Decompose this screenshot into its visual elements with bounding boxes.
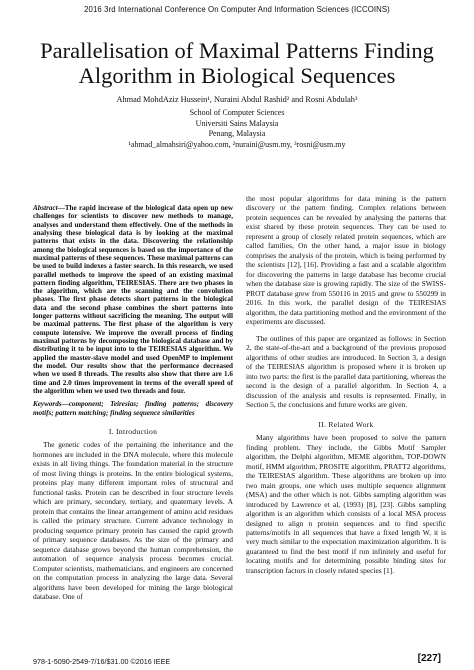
- paper-authors: Ahmad MohdAziz Hussein¹, Nuraini Abdul Rashid² and Rosni Abdulah³: [116, 95, 358, 104]
- paper-affiliation: [0, 108, 474, 151]
- keywords: Keywords—component; Teiresias; finding patterns; discovery motifs; pattern matching; finding sequence similarities: [33, 400, 233, 417]
- page-number: [227]: [417, 653, 441, 664]
- intro-paragraph: The genetic codes of the pertaining the inheritance and the hormones are included in the DNA molecule, where this molecule exists in all living things. The foundation material in the structure of most living things is proteins. In the entire biological systems, proteins play many different important roles of structural and functional tasks. Protein can be described in four structure levels which are primary, secondary, tertiary, and quaternary levels. A protein that contains the linear arrangement of amino acid residues is called the primary structure. Current advance technology in producing sequence primary protein has caused the rapid growth of primary sequence databases. As the size of the primary and sequence database grows beyond the human comprehension, the automation of sequence analysis process becomes crucial. Computer scientists, mathematicians, and engineers are concerned on the computation process in analyzing the large data. Several algorithms have been developed for mining the large biological database. One of: [33, 440, 233, 602]
- outline-paragraph: The outlines of this paper are organized as follows: in Section 2, the state-of-the-art and a background of the previous proposed algorithms of other studies are introduced. In Section 3, a design of the TEIRESIAS algorithm is proposed where it is broken up into two parts: the first is the parallel data partitioning, whereas the second is the design of a parallel algorithm. In Section 4, a discussion of the analysis and results is represented. Finally, in Section 5, the conclusions and future works are given.: [246, 333, 446, 410]
- abstract-label: Abstract: [33, 204, 58, 212]
- affiliation-school: School of Computer Sciences: [189, 108, 285, 117]
- affiliation-university: Universiti Sains Malaysia: [195, 118, 279, 128]
- affiliation-location: Penang, Malaysia: [208, 129, 266, 139]
- related-work-paragraph: Many algorithms have been proposed to solve the pattern finding problem. They include, the Gibbs Motif Sampler algorithm, the Delphi algorithm, MEME algorithm, TOP-DOWN motif, HMM algorithm, PROSITE algorithm, PRATT2 algorithms, the TEIRESIAS algorithm. These algorithms are broken up into two main groups, one which uses multiple sequence alignment (MSA) and the other which is not. Gibbs sampling algorithm was introduced by Lawrence et al, (1993) [8], [23]. Gibbs sampling algorithm is an algorithm which consists of a local MSA process designed to align n protein sequences and to find specific patterns/motifs in all sequences that have a fixed length W, it is very much similar to the expectation maximization algorithm. It is guaranteed to find the best motif if run infinitely and useful for locating motifs and for determining possible binding sites for transcription factors in closely related species [1].: [246, 433, 446, 575]
- right-column: [246, 194, 446, 575]
- section-heading-introduction: I. Introduction: [108, 426, 158, 436]
- author-emails: ¹ahmad_almahsiri@yahoo.com, ²nuraini@usm.my, ³rosni@usm.my: [128, 140, 346, 150]
- footer-isbn: 978-1-5090-2549-7/16/$31.00 ©2016 IEEE: [33, 657, 171, 666]
- paper-title: Parallelisation of Maximal Patterns Finding Algorithm in Biological Sequences: [40, 38, 434, 88]
- abstract: [33, 204, 233, 395]
- conference-header: 2016 3rd International Conference On Computer And Information Sciences (ICCOINS): [84, 5, 390, 14]
- intro-paragraph-continued: the most popular algorithms for data mining is the pattern discovery or the pattern finding. Complex relations between protein sequences can be revealed by analysing the patterns that exist shared by these protein sequences. They can be used to represent a group of closely related protein sequences, which are called families, On the other hand, a major issue in biology comprises the analysis of the protein, which is being performed by the scientists [12], [16]. Providing a fast and a scalable algorithm for discovering the patterns in large database has become crucial when the database size is growing rapidly. The size of the SWISS-PROT database grew from 550116 in 2015 and grew to 550299 in 2016. In this work, the parallel design of the TEIRESIAS algorithm, the data partitioning method and the environment of the experiments are discussed.: [246, 194, 446, 327]
- left-column: [33, 204, 233, 602]
- section-heading-related-work: II. Related Work: [318, 419, 374, 429]
- abstract-text: —The rapid increase of the biological data open up new challenges for scientists to discover new methods to manage, analyses and understand them effectively. One of the methods in analysing these biological data is by looking at the maximal patterns that exists in the data. Discovering the relationship among the biological sequences is based on the importance of the maximal patterns of these sequences. These maximal patterns can be used to build indexes a faster search. In this research, we used parallel methods to improve the speed of an existing maximal pattern finding algorithm, TEIRESIAS. There are two phases in the algorithm, which are the scanning and the convolution phases. The first phase detects short patterns in the biological data and the second phase combines the short patterns into longer patterns without sacrificing the meaning. The output will be maximal patterns. The first phase of the algorithm is very compute intensive. We improve the overall process of finding maximal patterns by decomposing the biological database and by distributing it to be input into to the TEIRESIAS algorithm. We applied the master-slave model and used OpenMP to implement the model. Our results show that the performance decreased when we used 8 threads. The results also show that there are 1.6 time and 2.0 times improvement in terms of the overall speed of the algorithm when we used two threads and four.: [33, 204, 233, 395]
